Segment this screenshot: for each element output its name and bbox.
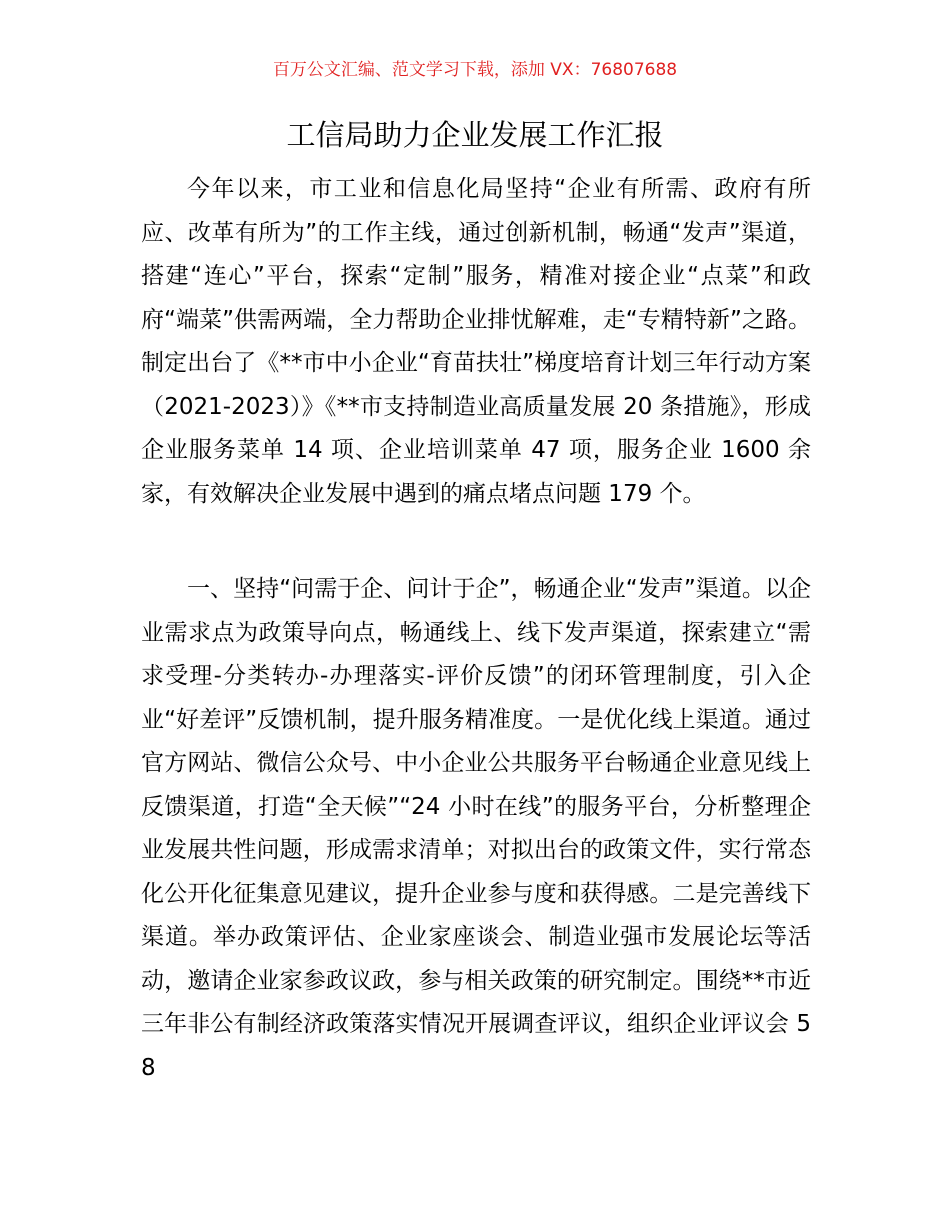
page-title: 工信局助力企业发展工作汇报 [286,118,664,152]
body-paragraph-intro: 今年以来，市工业和信息化局坚持“企业有所需、政府有所应、改革有所为”的工作主线，通过创新机制，畅通“发声”渠道，搭建“连心”平台，探索“定制”服务，精准对接企业“点菜”和政府“端菜”供需两端，全力帮助企业排忧解难，走“专精特新”之路。制定出台了《**市中小企业“育苗扶壮”梯度培育计划三年行动方案（2021-2023）》《**市支持制造业高质量发展 20 条措施》，形成企业服务菜单 14 项、企业培训菜单 47 项，服务企业 1600 余家，有效解决企业发展中遇到的痛点堵点问题 179 个。 [141,176,811,507]
header-watermark-note: 百万公文汇编、范文学习下载，添加 VX：76807688 [272,60,678,80]
body-paragraph-section-1: 一、坚持“问需于企、问计于企”，畅通企业“发声”渠道。以企业需求点为政策导向点，畅通线上、线下发声渠道，探索建立“需求受理-分类转办-办理落实-评价反馈”的闭环管理制度，引入企业“好差评”反馈机制，提升服务精准度。一是优化线上渠道。通过官方网站、微信公众号、中小企业公共服务平台畅通企业意见线上反馈渠道，打造“全天候”“24 小时在线”的服务平台，分析整理企业发展共性问题，形成需求清单；对拟出台的政策文件，实行常态化公开化征集意见建议，提升企业参与度和获得感。二是完善线下渠道。举办政策评估、企业家座谈会、制造业强市发展论坛等活动，邀请企业家参政议政，参与相关政策的研究制定。围绕**市近三年非公有制经济政策落实情况开展调查评议，组织企业评议会 58 [141,576,811,1081]
